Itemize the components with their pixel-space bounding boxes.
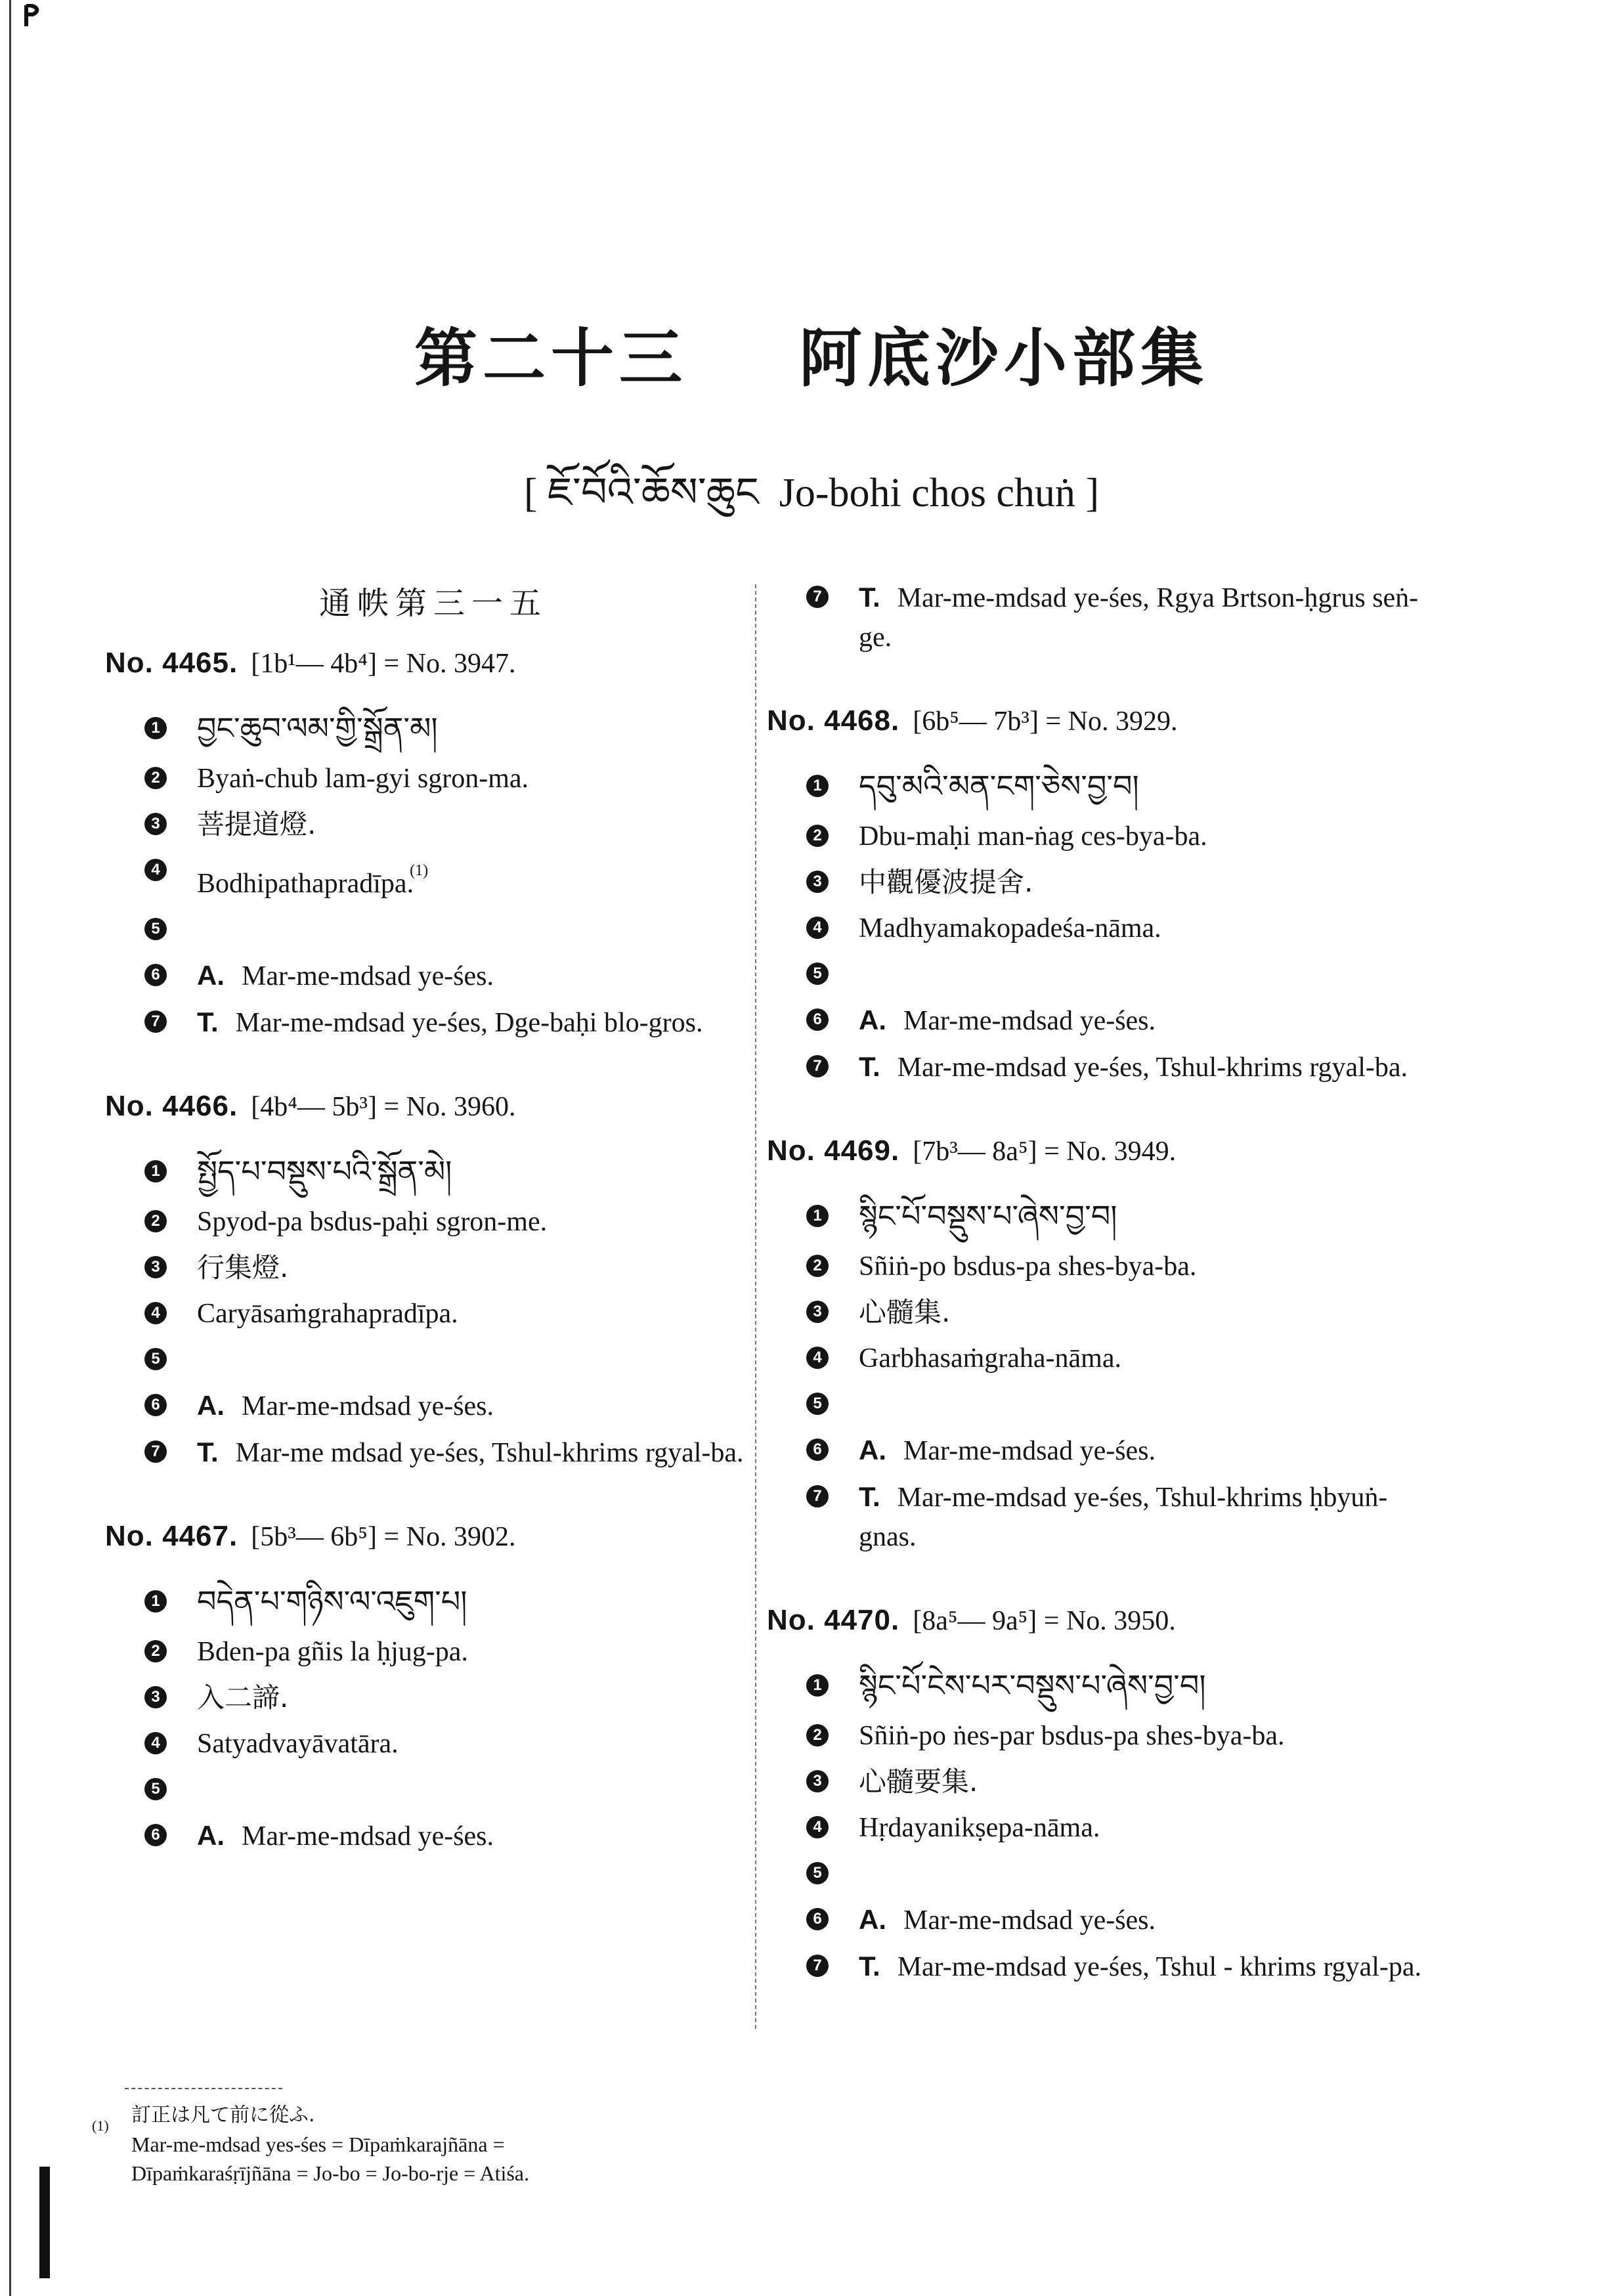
author-line: 6 A. Mar-me-mdsad ye-śes. (767, 1431, 1423, 1471)
subtitle-romanized: Jo-bohi chos chuṅ (779, 471, 1075, 515)
entry-reference: [6b⁵— 7b³] = No. 3929. (913, 706, 1178, 737)
marker-2-icon: 2 (806, 1724, 829, 1746)
empty-field (767, 955, 1423, 994)
marker-7-icon: 7 (806, 1055, 829, 1077)
translator-line: 7 T. Mar-me-mdsad ye-śes, Tshul-khrims ḥbyuṅ-gnas. (767, 1477, 1423, 1557)
right-column (767, 578, 1423, 2033)
marker-3-icon: 3 (806, 1301, 829, 1323)
marker-2-icon: 2 (144, 1640, 167, 1662)
translator-line: 7 T. Mar-me-mdsad ye-śes, Tshul - khrims rgyal-pa. (767, 1947, 1423, 1987)
marker-5-icon: 5 (806, 963, 829, 985)
marker-4-icon: 4 (144, 1302, 167, 1324)
entry-header (105, 645, 762, 682)
entry-number: No. 4465. (105, 647, 238, 679)
transliteration: 2 Dbu-maḥi man-ṅag ces-bya-ba. (767, 817, 1423, 856)
marker-1-icon: 1 (144, 1160, 167, 1182)
entry-number: No. 4468. (767, 704, 900, 737)
footnote-line-1: 訂正は凡て前に從ふ. (131, 2104, 315, 2127)
marker-5-icon: 5 (144, 1348, 167, 1370)
tibetan-title: 1 སྙིང་པོ་ངེས་པར་བསྡུས་པ་ཞེས་བྱ་བ། (767, 1661, 1423, 1710)
marker-4-icon: 4 (144, 859, 167, 881)
footnote-rule (125, 2088, 282, 2089)
subtitle-tibetan: ཇོ་བོའི་ཆོས་ཆུང (548, 468, 759, 516)
sanskrit-title: 4 Bodhipathapradīpa.$^{(1)}$ (105, 851, 762, 903)
tibetan-title: 1 སྤྱོད་པ་བསྡུས་པའི་སྒྲོན་མེ། (105, 1147, 762, 1196)
marker-1-icon: 1 (806, 775, 829, 797)
footnote-reference: (1) (410, 862, 429, 879)
marker-1-icon: 1 (144, 717, 167, 739)
empty-field (105, 1340, 762, 1379)
marker-7-icon: 7 (806, 586, 829, 608)
catalog-entry-4469 (767, 1133, 1423, 1557)
author-line: 6 A. Mar-me-mdsad ye-śes. (767, 1900, 1423, 1940)
marker-2-icon: 2 (144, 767, 167, 789)
marker-2-icon: 2 (806, 1255, 829, 1277)
catalog-entry-4466 (105, 1089, 762, 1473)
chinese-title: 3 心髓要集. (767, 1762, 1423, 1802)
marker-6-icon: 6 (806, 1908, 829, 1930)
tibetan-title: 1 དབུ་མའི་མན་ངག་ཅེས་བྱ་བ། (767, 762, 1423, 810)
sanskrit-title: 4 Garbhasaṁgraha-nāma. (767, 1339, 1423, 1378)
entry-header (767, 1603, 1423, 1639)
translator-line: 7 T. Mar-me-mdsad ye-śes, Dge-baḥi blo-gros. (105, 1003, 762, 1043)
empty-field (767, 1854, 1423, 1894)
entry-header (105, 1089, 762, 1125)
transliteration: 2 Sñiṅ-po ṅes-par bsdus-pa shes-bya-ba. (767, 1716, 1423, 1756)
chinese-title: 3 入二諦. (105, 1678, 762, 1718)
marker-3-icon: 3 (806, 1770, 829, 1792)
marker-2-icon: 2 (144, 1210, 167, 1232)
chinese-title: 3 行集燈. (105, 1248, 762, 1288)
footnote (92, 2088, 755, 2188)
marker-3-icon: 3 (144, 1256, 167, 1278)
translator-line: 7 T. Mar-me mdsad ye-śes, Tshul-khrims rgyal-ba. (105, 1433, 762, 1473)
marker-4-icon: 4 (806, 1347, 829, 1369)
marker-1-icon: 1 (806, 1205, 829, 1227)
marker-4-icon: 4 (144, 1732, 167, 1754)
corner-mark-icon (24, 4, 42, 28)
marker-4-icon: 4 (806, 1816, 829, 1838)
entry-number: No. 4469. (767, 1135, 900, 1167)
marker-5-icon: 5 (806, 1393, 829, 1415)
entry-number: No. 4470. (767, 1604, 900, 1636)
marker-6-icon: 6 (144, 1824, 167, 1846)
marker-1-icon: 1 (144, 1590, 167, 1613)
marker-6-icon: 6 (144, 1394, 167, 1416)
sanskrit-title: 4 Satyadvayāvatāra. (105, 1724, 762, 1764)
footnote-line-3: Dīpaṁkaraśṛījñāna = Jo-bo = Jo-bo-rje = Atiśa. (131, 2161, 529, 2185)
catalog-entry-4467-continued (767, 578, 1423, 657)
marker-5-icon: 5 (806, 1862, 829, 1884)
section-header: 通帙第三一五 (318, 585, 548, 622)
transliteration: 2 Byaṅ-chub lam-gyi sgron-ma. (105, 759, 762, 798)
empty-field (105, 1770, 762, 1809)
transliteration: 2 Bden-pa gñis la ḥjug-pa. (105, 1632, 762, 1672)
translator-line: 7 T. Mar-me-mdsad ye-śes, Rgya Brtson-ḥgrus seṅ-ge. (767, 578, 1423, 657)
marker-4-icon: 4 (806, 917, 829, 939)
entry-number: No. 4466. (105, 1090, 238, 1122)
footnote-mark: (1) (92, 2117, 109, 2134)
left-column (105, 578, 762, 1902)
author-line: 6 A. Mar-me-mdsad ye-śes. (105, 1816, 762, 1856)
transliteration: 2 Spyod-pa bsdus-paḥi sgron-me. (105, 1202, 762, 1242)
transliteration: 2 Sñiṅ-po bsdus-pa shes-bya-ba. (767, 1247, 1423, 1286)
entry-reference: [8a⁵— 9a⁵] = No. 3950. (913, 1606, 1176, 1636)
catalog-entry-4468 (767, 703, 1423, 1087)
author-line: 6 A. Mar-me-mdsad ye-śes. (767, 1001, 1423, 1041)
entry-reference: [1b¹— 4b⁴] = No. 3947. (251, 649, 516, 679)
marker-1-icon: 1 (806, 1674, 829, 1697)
tibetan-title: 1 བདེན་པ་གཉིས་ལ་འཇུག་པ། (105, 1577, 762, 1626)
marker-2-icon: 2 (806, 825, 829, 847)
author-line: 6 A. Mar-me-mdsad ye-śes. (105, 1386, 762, 1426)
marker-7-icon: 7 (144, 1010, 167, 1033)
marker-5-icon: 5 (144, 1778, 167, 1800)
entry-header (105, 1519, 762, 1555)
entry-reference: [7b³— 8a⁵] = No. 3949. (913, 1137, 1177, 1167)
subtitle: [ ཇོ་བོའི་ཆོས་ཆུང Jo-bohi chos chuṅ ] (523, 468, 1100, 516)
marker-3-icon: 3 (806, 871, 829, 893)
title-name: 阿底沙小部集 (799, 321, 1209, 395)
chinese-title: 3 心髓集. (767, 1293, 1423, 1332)
marker-6-icon: 6 (806, 1008, 829, 1031)
marker-6-icon: 6 (806, 1439, 829, 1461)
catalog-entry-4465 (105, 645, 762, 1043)
entry-reference: [4b⁴— 5b³] = No. 3960. (251, 1092, 516, 1122)
entry-header (767, 1133, 1423, 1169)
entry-number: No. 4467. (105, 1520, 238, 1552)
marker-7-icon: 7 (144, 1440, 167, 1463)
page-title (0, 309, 1623, 399)
sanskrit-title: 4 Hṛdayanikṣepa-nāma. (767, 1808, 1423, 1848)
empty-field (105, 910, 762, 949)
chinese-title: 3 中觀優波提舍. (767, 863, 1423, 902)
footnote-line-2: Mar-me-mdsad yes-śes = Dīpaṁkarajñāna = (131, 2133, 505, 2156)
chinese-title: 3 菩提道燈. (105, 805, 762, 844)
sanskrit-title: 4 Caryāsaṁgrahapradīpa. (105, 1294, 762, 1333)
catalog-entry-4470 (767, 1603, 1423, 1987)
tibetan-title: 1 བྱང་ཆུབ་ལམ་གྱི་སྒྲོན་མ། (105, 704, 762, 752)
catalog-entry-4467 (105, 1519, 762, 1856)
entry-header (767, 703, 1423, 739)
scan-artifact (39, 2167, 50, 2278)
marker-3-icon: 3 (144, 1686, 167, 1708)
marker-3-icon: 3 (144, 813, 167, 835)
entry-reference: [5b³— 6b⁵] = No. 3902. (251, 1522, 516, 1552)
author-line: 6 A. Mar-me-mdsad ye-śes. (105, 956, 762, 996)
empty-field (767, 1385, 1423, 1424)
marker-5-icon: 5 (144, 918, 167, 940)
marker-6-icon: 6 (144, 964, 167, 986)
marker-7-icon: 7 (806, 1485, 829, 1507)
tibetan-title: 1 སྙིང་པོ་བསྡུས་པ་ཞེས་བྱ་བ། (767, 1192, 1423, 1240)
sanskrit-title: 4 Madhyamakopadeśa-nāma. (767, 909, 1423, 948)
translator-line: 7 T. Mar-me-mdsad ye-śes, Tshul-khrims rgyal-ba. (767, 1047, 1423, 1087)
marker-7-icon: 7 (806, 1955, 829, 1977)
title-number: 第二十三 (414, 321, 687, 395)
